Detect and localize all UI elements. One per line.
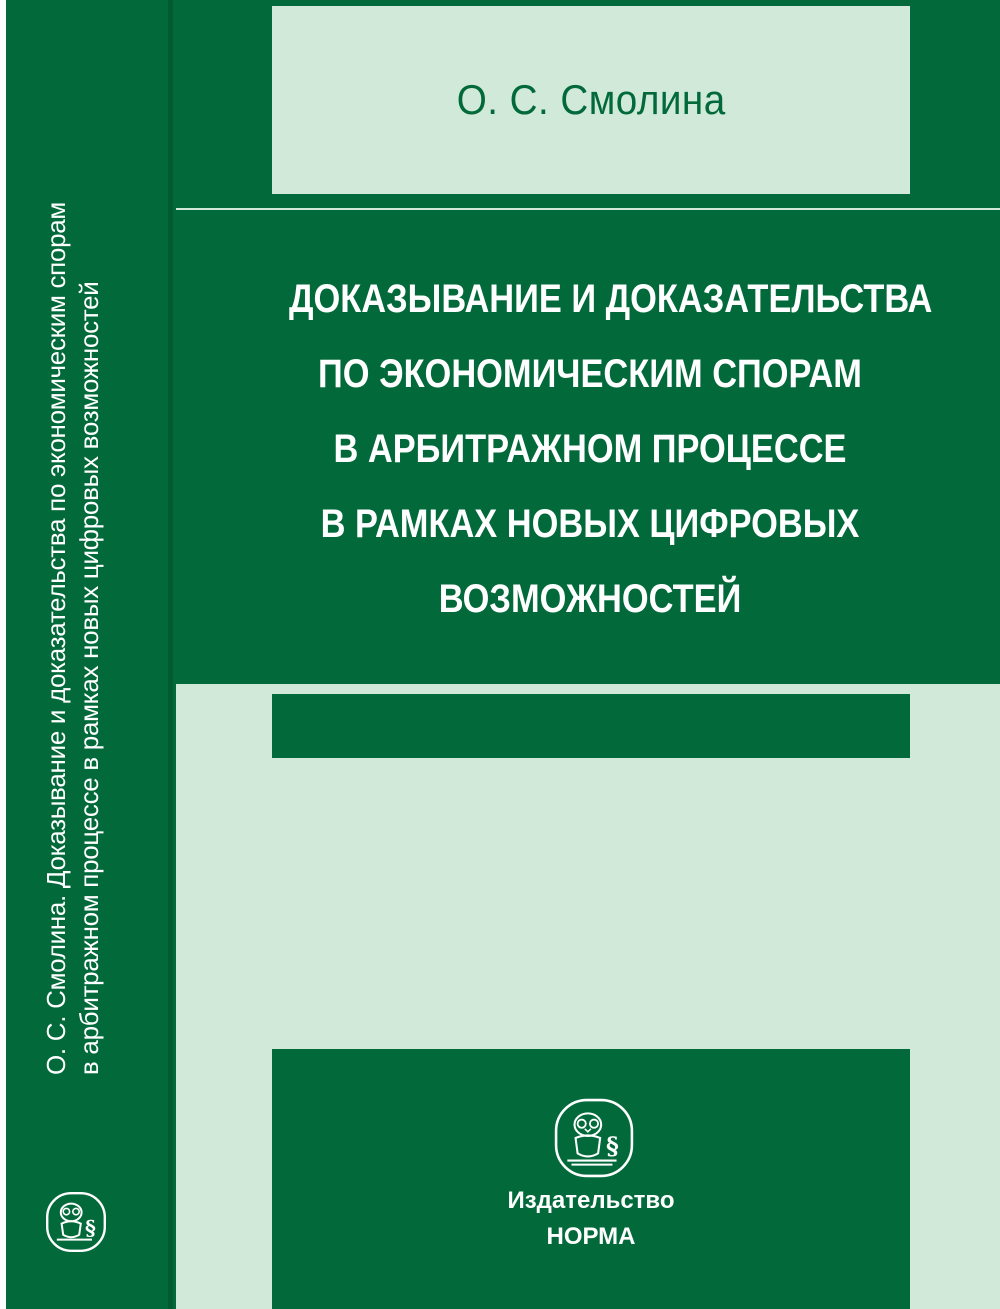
title-line-2: ПО ЭКОНОМИЧЕСКИМ СПОРАМ	[318, 352, 862, 396]
publisher-logo-icon	[553, 1097, 635, 1179]
svg-text:§: §	[84, 1214, 96, 1240]
divider-line-top	[176, 208, 1000, 210]
title-line-4: В РАМКАХ НОВЫХ ЦИФРОВЫХ	[320, 502, 860, 546]
publisher-panel	[272, 1049, 910, 1309]
spine-text	[40, 115, 106, 1075]
spine-edge	[168, 0, 173, 1309]
spine-line-2: в арбитражном процессе в рамках новых цифровых возможностей	[74, 281, 104, 1075]
svg-text:§: §	[606, 1131, 619, 1161]
title-line-5: ВОЗМОЖНОСТЕЙ	[438, 577, 742, 621]
author-panel	[272, 6, 910, 194]
publisher-line-1: Издательство	[507, 1187, 675, 1214]
spine-line-1: О. С. Смолина. Доказывание и доказательства по экономическим спорам	[41, 202, 71, 1075]
publisher-name	[272, 1183, 910, 1255]
author-name: О. С. Смолина	[456, 76, 726, 123]
book-title	[289, 262, 933, 637]
title-line-3: В АРБИТРАЖНОМ ПРОЦЕССЕ	[333, 427, 847, 471]
title-line-1: ДОКАЗЫВАНИЕ И ДОКАЗАТЕЛЬСТВА	[289, 277, 933, 321]
publisher-logo-icon	[44, 1190, 108, 1254]
decorative-strip	[272, 694, 910, 758]
publisher-line-2: НОРМА	[546, 1223, 636, 1250]
divider-line-bottom	[176, 770, 1000, 772]
